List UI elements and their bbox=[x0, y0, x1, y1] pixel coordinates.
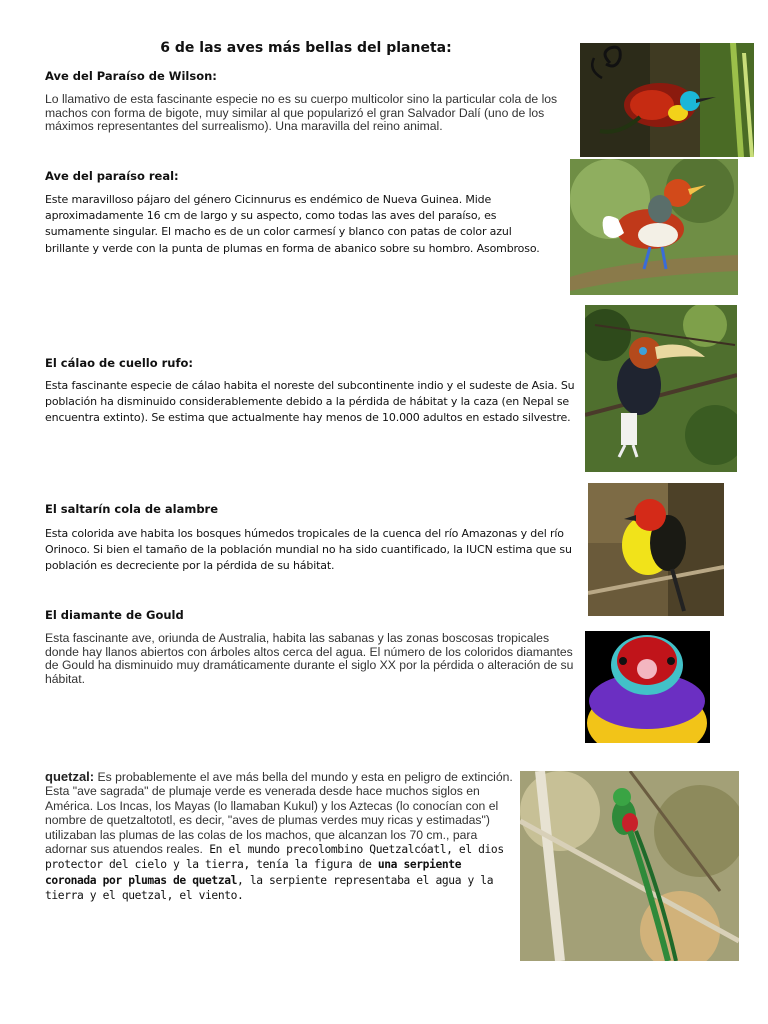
quetzal-text-bold: una serpiente coronada por plumas de quetzal bbox=[45, 858, 462, 887]
gouldian-finch-photo bbox=[585, 631, 710, 743]
quetzal-text-3: , la serpiente representaba el agua y la tierra y el quetzal, el viento. bbox=[45, 873, 494, 903]
king-bird-of-paradise-photo bbox=[570, 159, 738, 295]
section-heading-hornbill: El cálao de cuello rufo: bbox=[45, 356, 193, 370]
page-title: 6 de las aves más bellas del planeta: bbox=[160, 40, 452, 56]
section-heading-gould: El diamante de Gould bbox=[45, 608, 184, 622]
rufous-necked-hornbill-photo bbox=[585, 305, 737, 472]
resplendent-quetzal-photo bbox=[520, 771, 739, 961]
section-text-hornbill: Esta fascinante especie de cálao habita el noreste del subcontinente indio y el sudeste de Asia. Su población ha disminuido considerablemente debido a la pérdida de hábitat y la caza (en Nepal se encuentra extinto). Se estima que actualmente hay menos de 10.000 adultos en estado silvestre. bbox=[45, 379, 575, 425]
section-text-manakin: Esta colorida ave habita los bosques húmedos tropicales de la cuenca del río Amazonas y del río Orinoco. Si bien el tamaño de la población mundial no ha sido cuantificado, la IUCN estima que su población es decreciente por la pérdida de su hábitat. bbox=[45, 527, 572, 573]
section-text-gould: Esta fascinante ave, oriunda de Australia, habita las sabanas y las zonas boscosas tropicales donde hay llanos abiertos con árboles altos cerca del agua. El número de los coloridos diamantes de Gould ha disminuido muy dramáticamente durante el siglo XX por la pérdida o alteración de su hábitat. bbox=[45, 631, 574, 686]
quetzal-text-2: En el mundo precolombino Quetzalcóatl, el dios protector del cielo y la tierra, tenía la figura de bbox=[45, 843, 504, 872]
wire-tailed-manakin-photo bbox=[588, 483, 724, 616]
quetzal-paragraph bbox=[45, 770, 515, 904]
section-heading-wilson: Ave del Paraíso de Wilson: bbox=[45, 69, 217, 83]
wilsons-bird-of-paradise-photo bbox=[580, 43, 754, 157]
section-text-king: Este maravilloso pájaro del género Cicinnurus es endémico de Nueva Guinea. Mide aproximadamente 16 cm de largo y su aspecto, como todas las aves del paraíso, es sumamente singular. El macho es de un color carmesí y blanco con patas de color azul brillante y verde con la punta de plumas en forma de abanico sobre su hombro. Asombroso. bbox=[45, 193, 540, 255]
section-text-wilson: Lo llamativo de esta fascinante especie no es su cuerpo multicolor sino la particular cola de los machos con forma de bigote, muy similar al que popularizó el gran Salvador Dalí (uno de los máximos representantes del surrealismo). Una maravilla del reino animal. bbox=[45, 92, 558, 134]
quetzal-label: quetzal: bbox=[45, 769, 95, 784]
quetzal-text-1: Es probablemente el ave más bella del mundo y esta en peligro de extinción. Esta "ave sagrada" de plumaje verde es venerada desde hace muchos siglos en América. Los Incas, los Mayas (lo llamaban Kukul) y los Aztecas (lo conocían con el nombre de quetzaltototl, es decir, "aves de plumas verdes muy ricas y estimadas") utilizaban las plumas de las colas de los machos, que alcanzan los 70 cm., para adornar sus atuendos reales. bbox=[45, 770, 513, 857]
section-heading-manakin: El saltarín cola de alambre bbox=[45, 502, 219, 516]
section-heading-king: Ave del paraíso real: bbox=[45, 169, 179, 183]
